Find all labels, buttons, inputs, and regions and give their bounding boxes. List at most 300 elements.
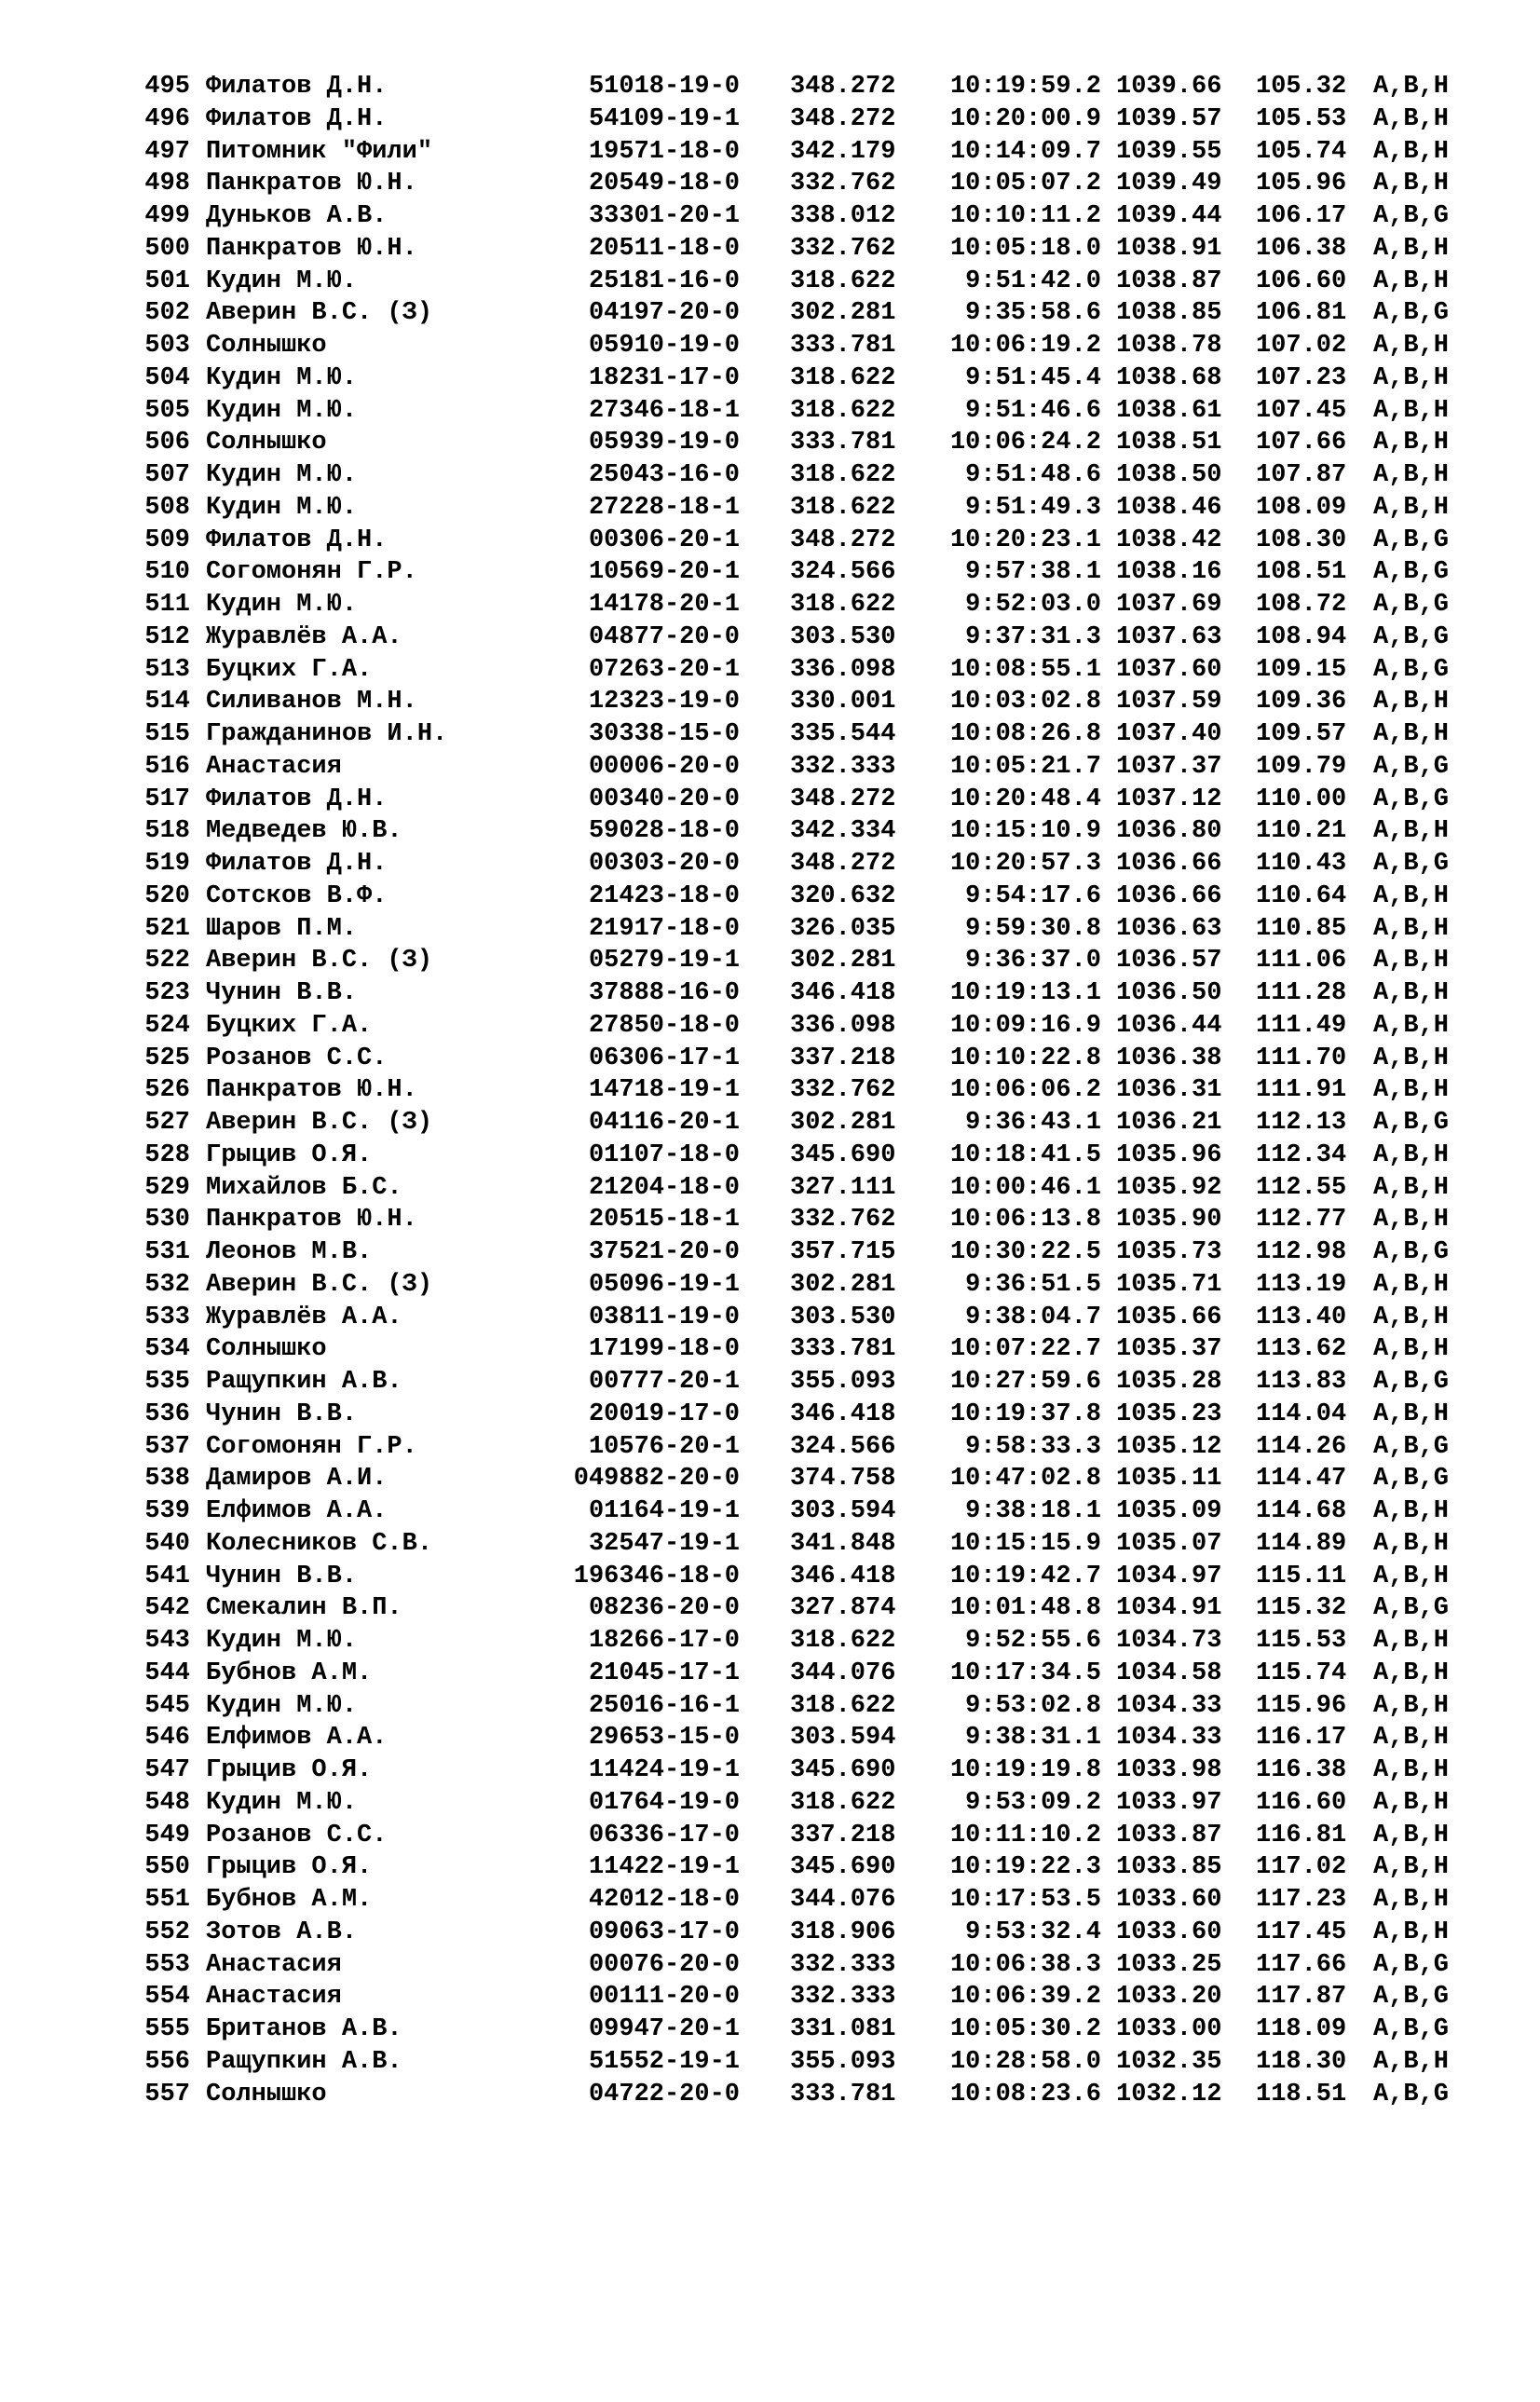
ring-number: 21204-18-0 — [588, 1173, 740, 1202]
class-codes: A,B,H — [1373, 1270, 1450, 1299]
table-row — [0, 784, 1540, 816]
distance: 324.566 — [790, 1432, 896, 1461]
distance: 335.544 — [790, 720, 896, 748]
owner-name: Чунин В.В. — [206, 1399, 358, 1428]
arrival-time: 9:38:31.1 — [965, 1724, 1101, 1753]
distance: 345.690 — [790, 1756, 896, 1784]
class-codes: A,B,H — [1373, 1399, 1450, 1428]
table-row — [0, 1043, 1540, 1075]
class-codes: A,B,H — [1373, 1691, 1450, 1720]
ring-number: 09063-17-0 — [588, 1918, 740, 1946]
owner-name: Кудин М.Ю. — [206, 1627, 358, 1655]
arrival-time: 10:17:53.5 — [949, 1886, 1101, 1914]
arrival-time: 9:53:32.4 — [965, 1918, 1101, 1946]
distance: 348.272 — [790, 73, 896, 101]
owner-name: Грыцив О.Я. — [206, 1853, 373, 1882]
owner-name: Ращупкин А.В. — [206, 1368, 402, 1396]
speed: 1038.85 — [1116, 299, 1222, 328]
table-row — [0, 1658, 1540, 1690]
table-row — [0, 1722, 1540, 1754]
arrival-time: 10:17:34.5 — [949, 1658, 1101, 1687]
owner-name: Анастасия — [206, 752, 342, 781]
table-row — [0, 1333, 1540, 1366]
points: 113.62 — [1256, 1335, 1347, 1364]
table-row — [0, 686, 1540, 718]
distance: 374.758 — [790, 1465, 896, 1494]
table-row — [0, 654, 1540, 687]
points: 112.77 — [1256, 1206, 1347, 1235]
place-number: 522 — [144, 947, 190, 976]
distance: 318.622 — [790, 396, 896, 425]
distance: 318.622 — [790, 493, 896, 522]
owner-name: Шаров П.М. — [206, 914, 358, 943]
speed: 1036.63 — [1116, 914, 1222, 943]
ring-number: 14178-20-1 — [588, 591, 740, 619]
points: 112.13 — [1256, 1109, 1347, 1137]
place-number: 496 — [144, 104, 190, 133]
arrival-time: 10:15:10.9 — [949, 817, 1101, 846]
class-codes: A,B,H — [1373, 1886, 1450, 1914]
speed: 1035.71 — [1116, 1270, 1222, 1299]
table-row — [0, 395, 1540, 428]
ring-number: 14718-19-1 — [588, 1076, 740, 1105]
owner-name: Солнышко — [206, 429, 327, 457]
owner-name: Филатов Д.Н. — [206, 73, 388, 101]
table-row — [0, 1561, 1540, 1593]
arrival-time: 10:03:02.8 — [949, 688, 1101, 717]
place-number: 503 — [144, 332, 190, 360]
place-number: 507 — [144, 461, 190, 489]
owner-name: Силиванов М.Н. — [206, 688, 417, 717]
speed: 1038.68 — [1116, 363, 1222, 392]
owner-name: Панкратов Ю.Н. — [206, 1206, 417, 1235]
table-row — [0, 297, 1540, 330]
place-number: 500 — [144, 234, 190, 263]
distance: 327.111 — [790, 1173, 896, 1202]
arrival-time: 10:15:15.9 — [949, 1529, 1101, 1558]
class-codes: A,B,H — [1373, 461, 1450, 489]
class-codes: A,B,H — [1373, 1529, 1450, 1558]
speed: 1035.12 — [1116, 1432, 1222, 1461]
points: 106.17 — [1256, 202, 1347, 230]
points: 116.81 — [1256, 1821, 1347, 1849]
table-row — [0, 1236, 1540, 1269]
speed: 1032.35 — [1116, 2047, 1222, 2076]
class-codes: A,B,G — [1373, 1109, 1450, 1137]
owner-name: Панкратов Ю.Н. — [206, 1076, 417, 1105]
speed: 1033.85 — [1116, 1853, 1222, 1882]
table-row — [0, 103, 1540, 136]
ring-number: 196346-18-0 — [573, 1562, 740, 1590]
ring-number: 37521-20-0 — [588, 1238, 740, 1266]
owner-name: Буцких Г.А. — [206, 655, 373, 684]
points: 110.43 — [1256, 850, 1347, 878]
arrival-time: 10:20:23.1 — [949, 525, 1101, 554]
speed: 1034.33 — [1116, 1691, 1222, 1720]
class-codes: A,B,H — [1373, 720, 1450, 748]
owner-name: Согомонян Г.Р. — [206, 1432, 417, 1461]
points: 111.49 — [1256, 1011, 1347, 1040]
points: 106.81 — [1256, 299, 1347, 328]
ring-number: 21423-18-0 — [588, 881, 740, 910]
table-row — [0, 168, 1540, 200]
class-codes: A,B,G — [1373, 2080, 1450, 2109]
distance: 302.281 — [790, 1109, 896, 1137]
ring-number: 05279-19-1 — [588, 947, 740, 976]
points: 107.23 — [1256, 363, 1347, 392]
arrival-time: 9:38:18.1 — [965, 1497, 1101, 1525]
distance: 348.272 — [790, 104, 896, 133]
place-number: 521 — [144, 914, 190, 943]
class-codes: A,B,H — [1373, 1497, 1450, 1525]
arrival-time: 10:06:13.8 — [949, 1206, 1101, 1235]
table-row — [0, 492, 1540, 525]
class-codes: A,B,G — [1373, 785, 1450, 813]
owner-name: Буцких Г.А. — [206, 1011, 373, 1040]
table-row — [0, 136, 1540, 169]
place-number: 548 — [144, 1788, 190, 1817]
ring-number: 20511-18-0 — [588, 234, 740, 263]
ring-number: 51552-19-1 — [588, 2047, 740, 2076]
place-number: 511 — [144, 591, 190, 619]
distance: 357.715 — [790, 1238, 896, 1266]
arrival-time: 10:06:24.2 — [949, 429, 1101, 457]
ring-number: 54109-19-1 — [588, 104, 740, 133]
speed: 1039.44 — [1116, 202, 1222, 230]
place-number: 533 — [144, 1303, 190, 1331]
place-number: 510 — [144, 558, 190, 587]
table-row — [0, 1754, 1540, 1787]
table-row — [0, 1463, 1540, 1495]
speed: 1033.97 — [1116, 1788, 1222, 1817]
speed: 1036.44 — [1116, 1011, 1222, 1040]
arrival-time: 9:51:42.0 — [965, 266, 1101, 295]
points: 106.38 — [1256, 234, 1347, 263]
owner-name: Елфимов А.А. — [206, 1497, 388, 1525]
place-number: 555 — [144, 2015, 190, 2043]
place-number: 519 — [144, 850, 190, 878]
class-codes: A,B,H — [1373, 1756, 1450, 1784]
owner-name: Кудин М.Ю. — [206, 1788, 358, 1817]
class-codes: A,B,G — [1373, 655, 1450, 684]
distance: 318.906 — [790, 1918, 896, 1946]
ring-number: 25043-16-0 — [588, 461, 740, 489]
ring-number: 07263-20-1 — [588, 655, 740, 684]
arrival-time: 10:06:38.3 — [949, 1950, 1101, 1979]
place-number: 513 — [144, 655, 190, 684]
points: 108.51 — [1256, 558, 1347, 587]
place-number: 551 — [144, 1886, 190, 1914]
ring-number: 00111-20-0 — [588, 1983, 740, 2012]
points: 116.38 — [1256, 1756, 1347, 1784]
ring-number: 11422-19-1 — [588, 1853, 740, 1882]
class-codes: A,B,H — [1373, 363, 1450, 392]
speed: 1036.66 — [1116, 881, 1222, 910]
ring-number: 06336-17-0 — [588, 1821, 740, 1849]
distance: 318.622 — [790, 363, 896, 392]
points: 111.06 — [1256, 947, 1347, 976]
speed: 1034.91 — [1116, 1594, 1222, 1623]
speed: 1036.21 — [1116, 1109, 1222, 1137]
table-row — [0, 1690, 1540, 1723]
class-codes: A,B,H — [1373, 1303, 1450, 1331]
table-row — [0, 1269, 1540, 1302]
points: 109.36 — [1256, 688, 1347, 717]
owner-name: Кудин М.Ю. — [206, 266, 358, 295]
arrival-time: 10:10:22.8 — [949, 1044, 1101, 1072]
ring-number: 21045-17-1 — [588, 1658, 740, 1687]
ring-number: 30338-15-0 — [588, 720, 740, 748]
place-number: 515 — [144, 720, 190, 748]
points: 117.02 — [1256, 1853, 1347, 1882]
place-number: 546 — [144, 1724, 190, 1753]
class-codes: A,B,H — [1373, 137, 1450, 166]
arrival-time: 10:05:30.2 — [949, 2015, 1101, 2043]
speed: 1034.73 — [1116, 1627, 1222, 1655]
distance: 346.418 — [790, 1399, 896, 1428]
place-number: 541 — [144, 1562, 190, 1590]
speed: 1035.96 — [1116, 1140, 1222, 1169]
class-codes: A,B,G — [1373, 1368, 1450, 1396]
distance: 337.218 — [790, 1821, 896, 1849]
ring-number: 04877-20-0 — [588, 622, 740, 651]
class-codes: A,B,H — [1373, 396, 1450, 425]
speed: 1035.07 — [1116, 1529, 1222, 1558]
ring-number: 08236-20-0 — [588, 1594, 740, 1623]
class-codes: A,B,G — [1373, 1465, 1450, 1494]
speed: 1034.58 — [1116, 1658, 1222, 1687]
class-codes: A,B,H — [1373, 234, 1450, 263]
arrival-time: 9:36:37.0 — [965, 947, 1101, 976]
points: 114.26 — [1256, 1432, 1347, 1461]
distance: 333.781 — [790, 1335, 896, 1364]
owner-name: Кудин М.Ю. — [206, 363, 358, 392]
arrival-time: 10:18:41.5 — [949, 1140, 1101, 1169]
distance: 330.001 — [790, 688, 896, 717]
place-number: 531 — [144, 1238, 190, 1266]
table-row — [0, 330, 1540, 362]
ring-number: 01764-19-0 — [588, 1788, 740, 1817]
table-row — [0, 1884, 1540, 1917]
owner-name: Анастасия — [206, 1950, 342, 1979]
table-row — [0, 1528, 1540, 1561]
arrival-time: 10:20:00.9 — [949, 104, 1101, 133]
ring-number: 20549-18-0 — [588, 170, 740, 198]
speed: 1037.63 — [1116, 622, 1222, 651]
distance: 333.781 — [790, 429, 896, 457]
table-row — [0, 1074, 1540, 1107]
arrival-time: 10:06:06.2 — [949, 1076, 1101, 1105]
distance: 302.281 — [790, 299, 896, 328]
speed: 1039.57 — [1116, 104, 1222, 133]
table-row — [0, 1431, 1540, 1464]
table-row — [0, 977, 1540, 1010]
class-codes: A,B,H — [1373, 429, 1450, 457]
table-row — [0, 200, 1540, 233]
distance: 327.874 — [790, 1594, 896, 1623]
arrival-time: 10:19:42.7 — [949, 1562, 1101, 1590]
class-codes: A,B,H — [1373, 1206, 1450, 1235]
speed: 1035.66 — [1116, 1303, 1222, 1331]
place-number: 526 — [144, 1076, 190, 1105]
class-codes: A,B,H — [1373, 1335, 1450, 1364]
speed: 1033.60 — [1116, 1886, 1222, 1914]
owner-name: Панкратов Ю.Н. — [206, 234, 417, 263]
points: 115.53 — [1256, 1627, 1347, 1655]
owner-name: Филатов Д.Н. — [206, 104, 388, 133]
ring-number: 11424-19-1 — [588, 1756, 740, 1784]
class-codes: A,B,H — [1373, 1173, 1450, 1202]
points: 117.23 — [1256, 1886, 1347, 1914]
table-row — [0, 589, 1540, 621]
ring-number: 19571-18-0 — [588, 137, 740, 166]
place-number: 540 — [144, 1529, 190, 1558]
arrival-time: 10:10:11.2 — [949, 202, 1101, 230]
place-number: 525 — [144, 1044, 190, 1072]
points: 113.83 — [1256, 1368, 1347, 1396]
distance: 332.762 — [790, 1076, 896, 1105]
class-codes: A,B,H — [1373, 266, 1450, 295]
distance: 338.012 — [790, 202, 896, 230]
class-codes: A,B,H — [1373, 1627, 1450, 1655]
points: 114.47 — [1256, 1465, 1347, 1494]
speed: 1033.87 — [1116, 1821, 1222, 1849]
table-row — [0, 621, 1540, 654]
place-number: 527 — [144, 1109, 190, 1137]
ring-number: 18231-17-0 — [588, 363, 740, 392]
points: 113.40 — [1256, 1303, 1347, 1331]
class-codes: A,B,G — [1373, 850, 1450, 878]
distance: 344.076 — [790, 1886, 896, 1914]
distance: 318.622 — [790, 1691, 896, 1720]
arrival-time: 9:51:49.3 — [965, 493, 1101, 522]
table-row — [0, 880, 1540, 913]
points: 117.66 — [1256, 1950, 1347, 1979]
place-number: 554 — [144, 1983, 190, 2012]
ring-number: 05939-19-0 — [588, 429, 740, 457]
speed: 1034.97 — [1116, 1562, 1222, 1590]
table-row — [0, 1302, 1540, 1334]
speed: 1039.66 — [1116, 73, 1222, 101]
owner-name: Панкратов Ю.Н. — [206, 170, 417, 198]
arrival-time: 10:14:09.7 — [949, 137, 1101, 166]
arrival-time: 10:20:57.3 — [949, 850, 1101, 878]
points: 110.00 — [1256, 785, 1347, 813]
owner-name: Грыцив О.Я. — [206, 1756, 373, 1784]
points: 109.15 — [1256, 655, 1347, 684]
points: 115.74 — [1256, 1658, 1347, 1687]
place-number: 530 — [144, 1206, 190, 1235]
speed: 1035.90 — [1116, 1206, 1222, 1235]
class-codes: A,B,H — [1373, 493, 1450, 522]
speed: 1036.50 — [1116, 979, 1222, 1007]
arrival-time: 10:01:48.8 — [949, 1594, 1101, 1623]
ring-number: 049882-20-0 — [573, 1465, 740, 1494]
speed: 1038.50 — [1116, 461, 1222, 489]
distance: 318.622 — [790, 1627, 896, 1655]
ring-number: 25181-16-0 — [588, 266, 740, 295]
distance: 333.781 — [790, 2080, 896, 2109]
arrival-time: 10:19:22.3 — [949, 1853, 1101, 1882]
points: 114.04 — [1256, 1399, 1347, 1428]
class-codes: A,B,H — [1373, 2047, 1450, 2076]
speed: 1035.11 — [1116, 1465, 1222, 1494]
arrival-time: 9:51:45.4 — [965, 363, 1101, 392]
distance: 318.622 — [790, 461, 896, 489]
class-codes: A,B,H — [1373, 170, 1450, 198]
points: 105.53 — [1256, 104, 1347, 133]
place-number: 505 — [144, 396, 190, 425]
place-number: 537 — [144, 1432, 190, 1461]
speed: 1036.66 — [1116, 850, 1222, 878]
arrival-time: 10:05:21.7 — [949, 752, 1101, 781]
points: 108.09 — [1256, 493, 1347, 522]
arrival-time: 9:35:58.6 — [965, 299, 1101, 328]
arrival-time: 9:53:02.8 — [965, 1691, 1101, 1720]
arrival-time: 9:52:55.6 — [965, 1627, 1101, 1655]
table-row — [0, 1399, 1540, 1431]
distance: 348.272 — [790, 525, 896, 554]
distance: 355.093 — [790, 1368, 896, 1396]
points: 105.74 — [1256, 137, 1347, 166]
place-number: 557 — [144, 2080, 190, 2109]
ring-number: 59028-18-0 — [588, 817, 740, 846]
points: 107.87 — [1256, 461, 1347, 489]
arrival-time: 10:19:19.8 — [949, 1756, 1101, 1784]
points: 117.45 — [1256, 1918, 1347, 1946]
distance: 345.690 — [790, 1140, 896, 1169]
arrival-time: 9:51:46.6 — [965, 396, 1101, 425]
class-codes: A,B,H — [1373, 1724, 1450, 1753]
points: 111.28 — [1256, 979, 1347, 1007]
owner-name: Дуньков А.В. — [206, 202, 388, 230]
owner-name: Сотсков В.Ф. — [206, 881, 388, 910]
owner-name: Кудин М.Ю. — [206, 461, 358, 489]
distance: 332.762 — [790, 234, 896, 263]
speed: 1038.51 — [1116, 429, 1222, 457]
speed: 1037.40 — [1116, 720, 1222, 748]
ring-number: 00306-20-1 — [588, 525, 740, 554]
owner-name: Розанов С.С. — [206, 1821, 388, 1849]
class-codes: A,B,G — [1373, 1950, 1450, 1979]
place-number: 543 — [144, 1627, 190, 1655]
owner-name: Аверин В.С. (З) — [206, 1270, 433, 1299]
points: 107.66 — [1256, 429, 1347, 457]
table-row — [0, 427, 1540, 459]
owner-name: Согомонян Г.Р. — [206, 558, 417, 587]
owner-name: Розанов С.С. — [206, 1044, 388, 1072]
ring-number: 17199-18-0 — [588, 1335, 740, 1364]
class-codes: A,B,H — [1373, 332, 1450, 360]
distance: 332.333 — [790, 1983, 896, 2012]
distance: 324.566 — [790, 558, 896, 587]
speed: 1036.31 — [1116, 1076, 1222, 1105]
class-codes: A,B,H — [1373, 1076, 1450, 1105]
speed: 1035.23 — [1116, 1399, 1222, 1428]
ring-number: 51018-19-0 — [588, 73, 740, 101]
arrival-time: 10:06:19.2 — [949, 332, 1101, 360]
table-row — [0, 1820, 1540, 1852]
speed: 1035.92 — [1116, 1173, 1222, 1202]
points: 110.85 — [1256, 914, 1347, 943]
distance: 342.334 — [790, 817, 896, 846]
arrival-time: 10:20:48.4 — [949, 785, 1101, 813]
arrival-time: 10:19:59.2 — [949, 73, 1101, 101]
arrival-time: 9:57:38.1 — [965, 558, 1101, 587]
speed: 1038.87 — [1116, 266, 1222, 295]
ring-number: 00303-20-0 — [588, 850, 740, 878]
place-number: 538 — [144, 1465, 190, 1494]
